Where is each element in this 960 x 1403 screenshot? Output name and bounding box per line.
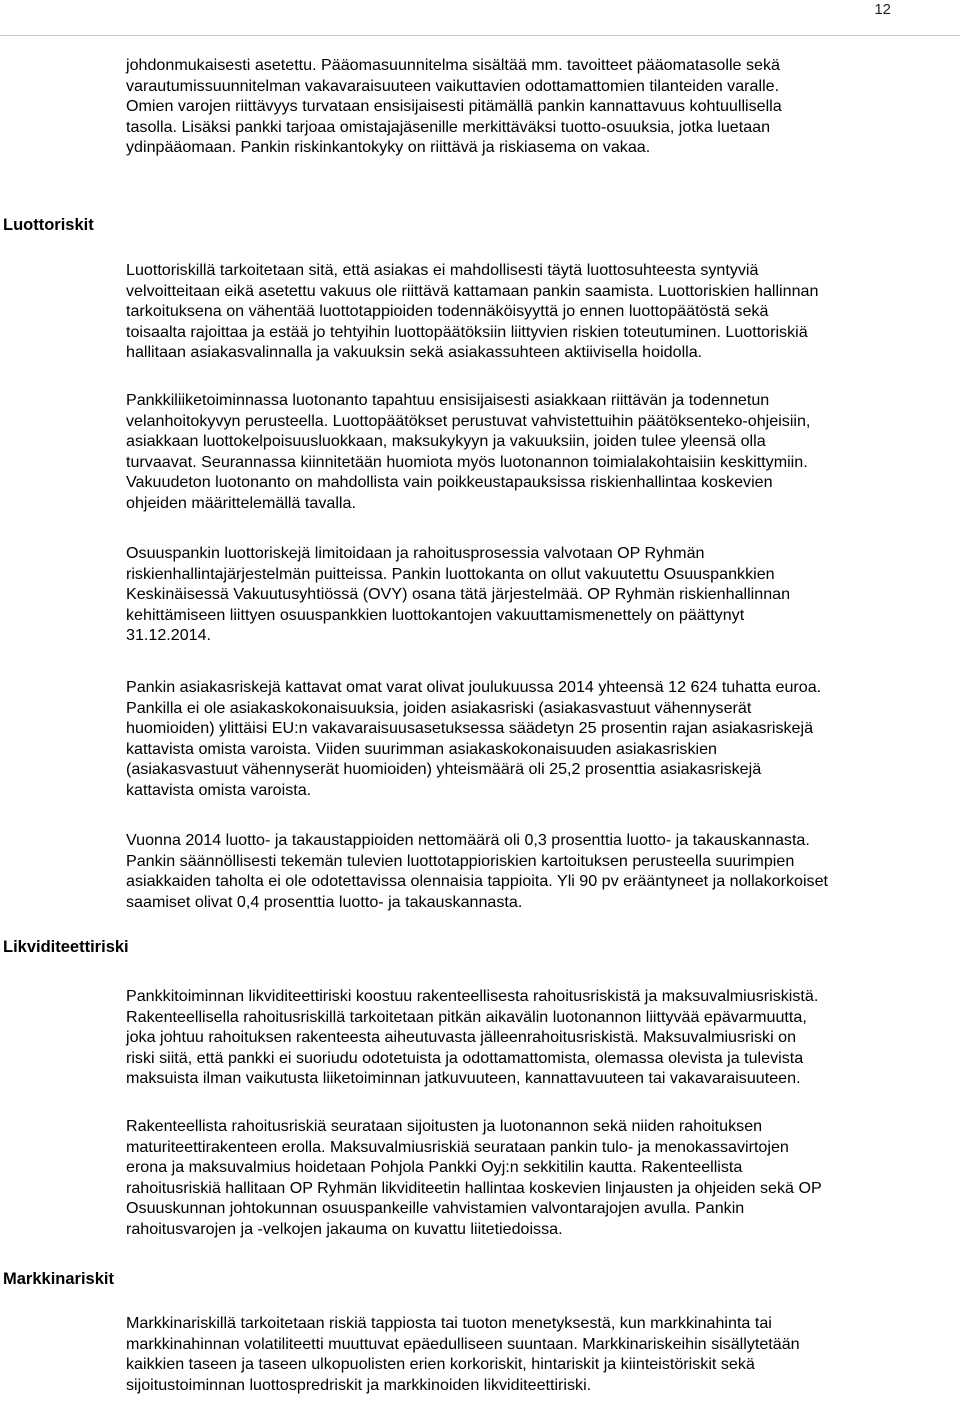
text-line: Pankin säännöllisesti tekemän tulevien luottotappioriskien kartoituksen perusteella suurimpien <box>126 851 795 870</box>
text-line: riski siitä, että pankki ei suoriudu odotetuista ja odottamattomista, olemassa olevista ja tulevista <box>126 1048 804 1067</box>
section-heading-luottoriskit: Luottoriskit <box>3 216 94 234</box>
credit-risk-paragraph-1 <box>126 260 956 363</box>
text-line: (asiakasvastuut vähennyserät huomioiden) yhteismäärä oli 25,2 prosenttia asiakasriskejä <box>126 760 762 778</box>
credit-risk-paragraph-2 <box>126 390 956 513</box>
text-line: Luottoriskillä tarkoitetaan sitä, että asiakas ei mahdollisesti täytä luottosuhteesta syntyviä <box>126 261 759 279</box>
text-line: Rakenteellista rahoitusriskiä seurataan sijoitusten ja luotonannon sekä niiden rahoituksen <box>126 1117 763 1135</box>
text-line: saamiset olivat 0,4 prosenttia luotto- ja takauskannasta. <box>126 892 523 911</box>
text-line: maturiteettirakenteen erolla. Maksuvalmiusriskiä seurataan pankin tulo- ja menokassavirtojen <box>126 1137 789 1156</box>
intro-paragraph <box>126 55 956 158</box>
text-line: johdonmukaisesti asetettu. Pääomasuunnitelma sisältää mm. tavoitteet pääomatasolle sekä <box>126 56 780 74</box>
text-line: kattavista omista varoista. Viiden suurimman asiakaskokonaisuuden asiakasriskien <box>126 739 717 758</box>
text-line: tarkoituksena on vähentää luottotappioiden todennäköisyyttä jo ennen luottopäätöstä sekä <box>126 302 769 320</box>
text-line: Keskinäisessä Vakuutusyhtiössä (OVY) osana tätä järjestelmää. OP Ryhmän riskienhallinnan <box>126 585 791 603</box>
text-line: erona ja maksuvalmius hoidetaan Pohjola Pankki Oyj:n sekkitilin kautta. Rakenteellista <box>126 1158 743 1176</box>
text-line: turvaavat. Seurannassa kiinnitetään huomiota myös luotonannon toimialakohtaisiin keskittymiin. <box>126 452 808 471</box>
section-heading-markkinariskit: Markkinariskit <box>3 1270 114 1288</box>
text-line: velanhoitokyvyn perusteella. Luottopäätökset perustuvat vahvistettuihin päätöksenteko-ohjeisiin, <box>126 411 811 430</box>
credit-risk-paragraph-4 <box>126 677 956 800</box>
market-risk-paragraph-1 <box>126 1313 956 1395</box>
text-line: rahoitusriskiä hallitaan OP Ryhmän likviditeetin hallintaa koskevien linjausten ja ohjeiden sekä OP <box>126 1178 822 1197</box>
text-line: markkinahinnan volatiliteetti muuttuvat epäedulliseen suuntaan. Markkinariskeihin sisällytetään <box>126 1334 800 1353</box>
page-number: 12 <box>874 1 891 18</box>
credit-risk-paragraph-5 <box>126 830 956 912</box>
text-line: tasolla. Lisäksi pankki tarjoaa omistajajäsenille merkittäväksi tuotto-osuuksia, jotka luetaan <box>126 117 771 136</box>
text-line: huomioiden) ylittäisi EU:n vakavaraisuusasetuksessa säädetyn 25 prosentin rajan asiakasriskejä <box>126 719 814 737</box>
text-line: Vuonna 2014 luotto- ja takaustappioiden nettomäärä oli 0,3 prosenttia luotto- ja takauskannasta. <box>126 831 810 849</box>
text-line: sijoitustoiminnan luottospredriskit ja markkinoiden likviditeettiriski. <box>126 1375 592 1394</box>
text-line: Osuuspankin luottoriskejä limitoidaan ja rahoitusprosessia valvotaan OP Ryhmän <box>126 544 705 562</box>
credit-risk-paragraph-3 <box>126 543 956 646</box>
text-line: Osuuskunnan johtokunnan osuuspankeille vahvistamien valvontarajojen avulla. Pankin <box>126 1199 745 1217</box>
text-line: kaikkien taseen ja taseen ulkopuolisten erien korkoriskit, hintariskit ja kiinteistöriskit sekä <box>126 1355 755 1373</box>
text-line: toisaalta rajoittaa ja estää jo tehtyihin luottopäätöksiin liittyvien riskien toteutuminen. Luottoriskiä <box>126 322 808 341</box>
text-line: Rakenteellisella rahoitusriskillä tarkoitetaan pitkän aikavälin luotonannon liittyvää epävarmuutta, <box>126 1007 807 1026</box>
header-rule <box>0 35 960 36</box>
text-line: kehittämiseen liittyen osuuspankkien luottokantojen vakuuttamismenettely on päättynyt <box>126 605 745 624</box>
text-line: hallitaan asiakasvalinnalla ja vakuuksin sekä asiakassuhteen aktiivisella hoidolla. <box>126 343 703 361</box>
text-line: Pankkiliiketoiminnassa luotonanto tapahtuu ensisijaisesti asiakkaan riittävän ja todennetun <box>126 391 770 409</box>
liquidity-risk-paragraph-2 <box>126 1116 956 1239</box>
text-line: asiakkaiden taholta ei ole odotettavissa olennaisia tappioita. Yli 90 pv erääntyneet ja nollakorkoiset <box>126 872 829 890</box>
text-line: Pankin asiakasriskejä kattavat omat varat olivat joulukuussa 2014 yhteensä 12 624 tuhatta euroa. <box>126 678 822 696</box>
text-line: Markkinariskillä tarkoitetaan riskiä tappiosta tai tuoton menetyksestä, kun markkinahinta tai <box>126 1314 772 1332</box>
text-line: joka johtuu rahoituksen rakenteesta aiheutuvasta jälleenrahoitusriskistä. Maksuvalmiusriski on <box>126 1028 797 1046</box>
text-line: varautumissuunnitelman vakavaraisuuteen vaikuttavien odottamattomien tilanteiden varalle. <box>126 76 780 95</box>
text-line: velvoitteitaan eikä asetettu vakuus ole riittävä kattamaan pankin saamista. Luottoriskien hallinnan <box>126 281 819 300</box>
text-line: Omien varojen riittävyys turvataan ensisijaisesti pitämällä pankin kannattavuus kohtuullisella <box>126 97 782 115</box>
liquidity-risk-paragraph-1 <box>126 986 956 1089</box>
text-line: riskienhallintajärjestelmän puitteissa. Pankin luottokanta on ollut vakuutettu Osuuspankkien <box>126 564 775 583</box>
text-line: 31.12.2014. <box>126 626 212 644</box>
text-line: Pankilla ei ole asiakaskokonaisuuksia, joiden asiakasriski (asiakasvastuut vähennyserät <box>126 698 752 717</box>
section-heading-likviditeettiriski: Likviditeettiriski <box>3 938 129 956</box>
text-line: kattavista omista varoista. <box>126 780 312 799</box>
text-line: maksuista ilman vaikutusta liiketoiminnan jatkuvuuteen, kannattavuuteen tai vakavaraisuuteen. <box>126 1069 801 1087</box>
text-line: Vakuudeton luotonanto on mahdollista vain poikkeustapauksissa riskienhallintaa koskevien <box>126 473 773 491</box>
text-line: ohjeiden määrittelemällä tavalla. <box>126 493 356 512</box>
text-line: asiakkaan luottokelpoisuusluokkaan, maksukykyyn ja vakuuksiin, joiden tulee yleensä olla <box>126 432 766 450</box>
text-line: Pankkitoiminnan likviditeettiriski koostuu rakenteellisesta rahoitusriskistä ja maksuvalmiusriskistä. <box>126 987 819 1005</box>
text-line: ydinpääomaan. Pankin riskinkantokyky on riittävä ja riskiasema on vakaa. <box>126 138 651 156</box>
text-line: rahoitusvarojen ja -velkojen jakauma on kuvattu liitetiedoissa. <box>126 1219 563 1238</box>
